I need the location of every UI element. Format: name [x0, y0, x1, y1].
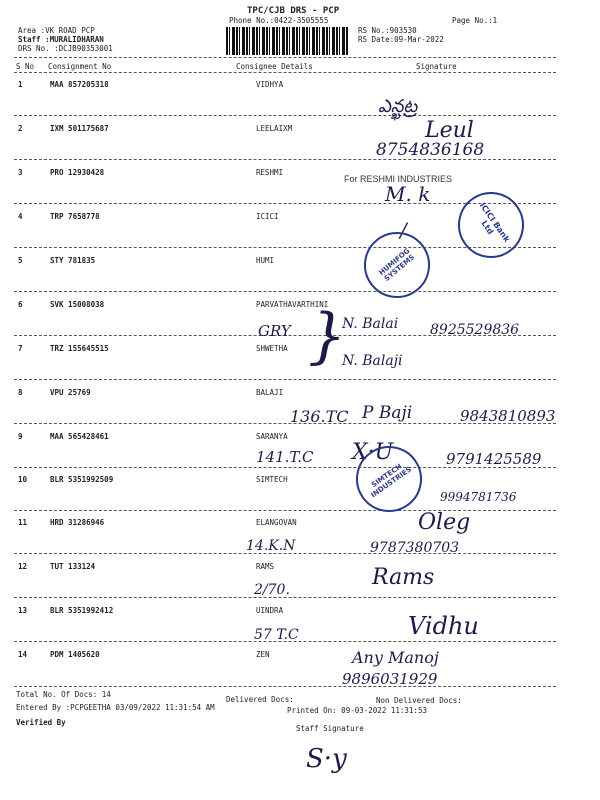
row8-signature: P Baji [362, 403, 413, 423]
row-consignment-no: BLR 5351992412 [50, 606, 114, 615]
printed-on: Printed On: 09-03-2022 11:31:53 [287, 706, 427, 715]
row4-signature: / [400, 218, 407, 242]
row10-phone: 9994781736 [440, 490, 517, 504]
row-consignee: ELANGOVAN [256, 518, 297, 527]
row-sno: 4 [18, 212, 23, 221]
row-sno: 1 [18, 80, 23, 89]
row3-signature: M. k [385, 182, 431, 206]
footer-divider [14, 686, 556, 687]
header-divider [14, 57, 556, 58]
row-consignment-no: STY 781835 [50, 256, 96, 265]
row-consignee: RESHMI [256, 168, 284, 177]
page-title: TPC/CJB DRS - PCP [247, 6, 340, 16]
col-header-sno: S No [16, 62, 35, 71]
row-consignment-no: HRD 31286946 [50, 518, 105, 527]
row9-signature: X·U [352, 440, 394, 465]
non-delivered-docs: Non Delivered Docs: [376, 696, 462, 705]
row-sno: 8 [18, 388, 23, 397]
area-label: Area :VK ROAD PCP [18, 26, 95, 35]
row12-signature: Rams [372, 565, 435, 590]
row-sno: 9 [18, 432, 23, 441]
row-consignee: RAMS [256, 562, 275, 571]
row-divider [14, 379, 556, 380]
phone-number: Phone No.:0422-3505555 [229, 16, 329, 25]
row-sno: 7 [18, 344, 23, 353]
row8-phone: 9843810893 [460, 407, 556, 425]
delivered-docs: Delivered Docs: [226, 695, 294, 704]
row-sno: 2 [18, 124, 23, 133]
row-sno: 13 [18, 606, 28, 615]
row13-signature: Vidhu [408, 612, 479, 640]
row-consignee: VIDHYA [256, 80, 284, 89]
row-consignee: SARANYA [256, 432, 288, 441]
row7-signature: N. Balaji [342, 353, 403, 369]
row11-address: 14.K.N [246, 538, 296, 554]
row13-address: 57 T.C [254, 627, 299, 643]
row3-company-stamp: For RESHMI INDUSTRIES [344, 174, 453, 184]
total-docs: Total No. Of Docs: 14 [16, 690, 111, 699]
row-consignment-no: IXM 501175687 [50, 124, 109, 133]
row6-bracket: } [308, 301, 347, 371]
row-sno: 6 [18, 300, 23, 309]
row-sno: 12 [18, 562, 28, 571]
row-consignee: PARVATHAVARTHINI [256, 300, 329, 309]
row-consignee: UINDRA [256, 606, 284, 615]
rs-number: RS No.:903530 [358, 26, 417, 35]
icici-bank-stamp: ICICI Bank Ltd [445, 179, 537, 271]
row-consignment-no: TUT 133124 [50, 562, 96, 571]
row-sno: 11 [18, 518, 28, 527]
row-consignee: SIMTECH [256, 475, 288, 484]
row-divider [14, 291, 556, 292]
row-consignment-no: MAA 857205318 [50, 80, 109, 89]
row2-signature: Leul [425, 118, 474, 143]
row-sno: 10 [18, 475, 28, 484]
row-consignment-no: SVK 15008038 [50, 300, 105, 309]
drs-number: DRS No. :DCJB90353001 [18, 44, 113, 53]
simtech-stamp: SIMTECH INDUSTRIES [343, 433, 435, 525]
row-consignment-no: PRO 12930428 [50, 168, 105, 177]
row-consignment-no: TRZ 155645515 [50, 344, 109, 353]
col-header-consignment: Consignment No [48, 62, 112, 71]
row-divider [14, 510, 556, 511]
barcode [226, 27, 348, 55]
staff-signature: S·y [306, 744, 347, 774]
row6-note: GRY [258, 322, 291, 340]
row-consignee: LEELAIXM [256, 124, 293, 133]
col-header-consignee: Consignee Details [236, 62, 313, 71]
staff-signature-label: Staff Signature [296, 724, 364, 733]
row12-address: 2/70. [254, 582, 290, 598]
row-consignee: BALAJI [256, 388, 284, 397]
page-number: Page No.:1 [452, 16, 498, 25]
humifog-stamp: HUMIFOG SYSTEMS [351, 219, 444, 312]
row-consignment-no: MAA 565428461 [50, 432, 109, 441]
row-sno: 14 [18, 650, 28, 659]
row11-signature: Oleg [418, 510, 471, 535]
row-sno: 5 [18, 256, 23, 265]
row14-signature: Any Manoj [352, 648, 439, 667]
row9-address: 141.T.C [256, 448, 314, 466]
row-consignee: ICICI [256, 212, 279, 221]
row1-signature: ఎన్ఖట్ర [378, 96, 418, 117]
row14-phone: 9896031929 [342, 670, 438, 688]
row-consignee: SHWETHA [256, 344, 288, 353]
row6-phone: 8925529836 [430, 322, 520, 338]
row-consignment-no: TRP 7658778 [50, 212, 100, 221]
row-consignment-no: PDM 1405620 [50, 650, 100, 659]
rs-date: RS Date:09-Mar-2022 [358, 35, 444, 44]
row2-phone: 8754836168 [376, 140, 485, 160]
col-header-signature: Signature [416, 62, 457, 71]
staff-label: Staff :MURALIDHARAN [18, 35, 104, 44]
header-bottom-divider [14, 72, 556, 73]
row-consignment-no: BLR 5351992509 [50, 475, 114, 484]
row-consignment-no: VPU 25769 [50, 388, 91, 397]
row11-phone: 9787380703 [370, 540, 460, 556]
row-consignee: HUMI [256, 256, 275, 265]
entered-by: Entered By :PCPGEETHA 03/09/2022 11:31:54 AM [16, 703, 215, 712]
row6-signature: N. Balai [342, 316, 399, 332]
row-divider [14, 115, 556, 116]
row-consignee: ZEN [256, 650, 270, 659]
row8-address: 136.TC [290, 407, 349, 426]
verified-by: Verified By [16, 718, 66, 727]
row-sno: 3 [18, 168, 23, 177]
row9-phone: 9791425589 [446, 450, 542, 468]
